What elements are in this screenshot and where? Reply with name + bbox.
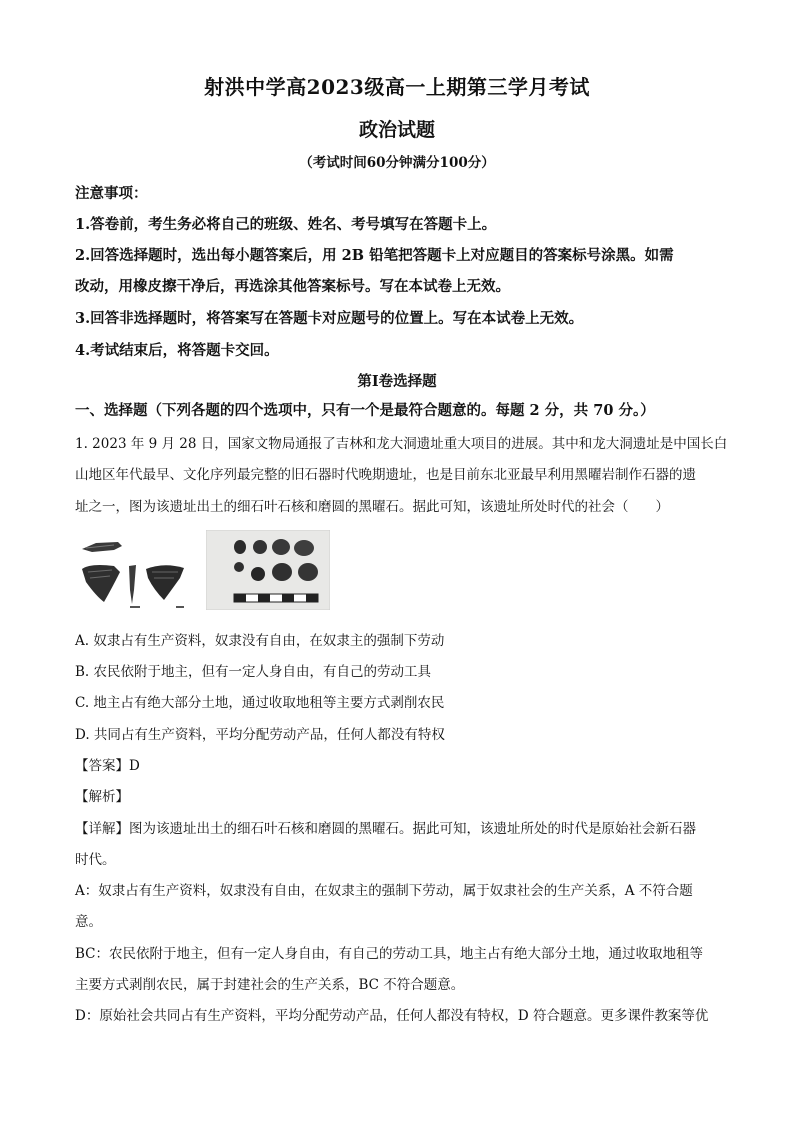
section-instruction: 一、选择题（下列各题的四个选项中，只有一个是最符合题意的。每题 2 分，共 70 分。）	[75, 402, 655, 419]
section-heading: 第Ⅰ卷选择题	[357, 373, 437, 390]
notice-item-1: 1.答卷前，考生务必将自己的班级、姓名、考号填写在答题卡上。	[75, 216, 497, 233]
analysis-a-line-2: 意。	[75, 914, 102, 930]
question-1-option-b: B. 农民依附于地主，但有一定人身自由，有自己的劳动工具	[75, 664, 432, 680]
answer-label: 【答案】	[75, 758, 129, 774]
analysis-bc-line-2: 主要方式剥削农民，属于封建社会的生产关系，BC 不符合题意。	[75, 977, 465, 993]
analysis-a-line-1: A：奴隶占有生产资料，奴隶没有自由，在奴隶主的强制下劳动，属于奴隶社会的生产关系，A 不符合题	[75, 883, 693, 899]
answer-row	[75, 754, 725, 774]
exam-time-note: （考试时间60分钟满分100分）	[299, 155, 495, 171]
question-1-option-c: C. 地主占有绝大部分土地，通过收取地租等主要方式剥削农民	[75, 695, 445, 711]
notice-item-3: 3.回答非选择题时，将答案写在答题卡对应题号的位置上。写在本试卷上无效。	[75, 310, 584, 327]
notice-heading: 注意事项：	[75, 185, 148, 202]
question-1-stem-line-3: 址之一，图为该遗址出土的细石叶石核和磨圆的黑曜石。据此可知，该遗址所处时代的社会（ ）	[75, 499, 669, 515]
obsidian-pebbles-photo	[206, 530, 330, 610]
analysis-d-line-1: D：原始社会共同占有生产资料，平均分配劳动产品，任何人都没有特权，D 符合题意。更多课件教案等优	[75, 1008, 709, 1024]
detail-line-2: 时代。	[75, 852, 116, 868]
notice-item-4: 4.考试结束后，将答题卡交回。	[75, 342, 279, 359]
exam-subject-title: 政治试题	[358, 119, 435, 141]
analysis-label: 【解析】	[75, 789, 129, 805]
question-1-stem-line-1: 1. 2023 年 9 月 28 日，国家文物局通报了吉林和龙大洞遗址重大项目的进展。其中和龙大洞遗址是中国长白	[75, 436, 728, 452]
notice-item-2-line-1: 2.回答选择题时，选出每小题答案后，用 2B 铅笔把答题卡上对应题目的答案标号涂黑。如需	[75, 247, 674, 264]
notice-item-2-line-2: 改动，用橡皮擦干净后，再选涂其他答案标号。写在本试卷上无效。	[75, 278, 510, 295]
question-1-stem-line-2: 山地区年代最早、文化序列最完整的旧石器时代晚期遗址，也是目前东北亚最早利用黑曜岩制作石器的遗	[75, 467, 696, 483]
answer-value: D	[129, 758, 140, 774]
detail-line-1: 【详解】图为该遗址出土的细石叶石核和磨圆的黑曜石。据此可知，该遗址所处的时代是原始社会新石器	[75, 821, 696, 837]
exam-title: 射洪中学高2023级高一上期第三学月考试	[204, 75, 590, 99]
question-1-option-a: A. 奴隶占有生产资料，奴隶没有自由，在奴隶主的强制下劳动	[75, 633, 445, 649]
question-1-option-d: D. 共同占有生产资料，平均分配劳动产品，任何人都没有特权	[75, 727, 445, 743]
microblade-core-photo	[74, 536, 192, 610]
analysis-bc-line-1: BC：农民依附于地主，但有一定人身自由，有自己的劳动工具，地主占有绝大部分土地，通过收取地租等	[75, 946, 703, 962]
